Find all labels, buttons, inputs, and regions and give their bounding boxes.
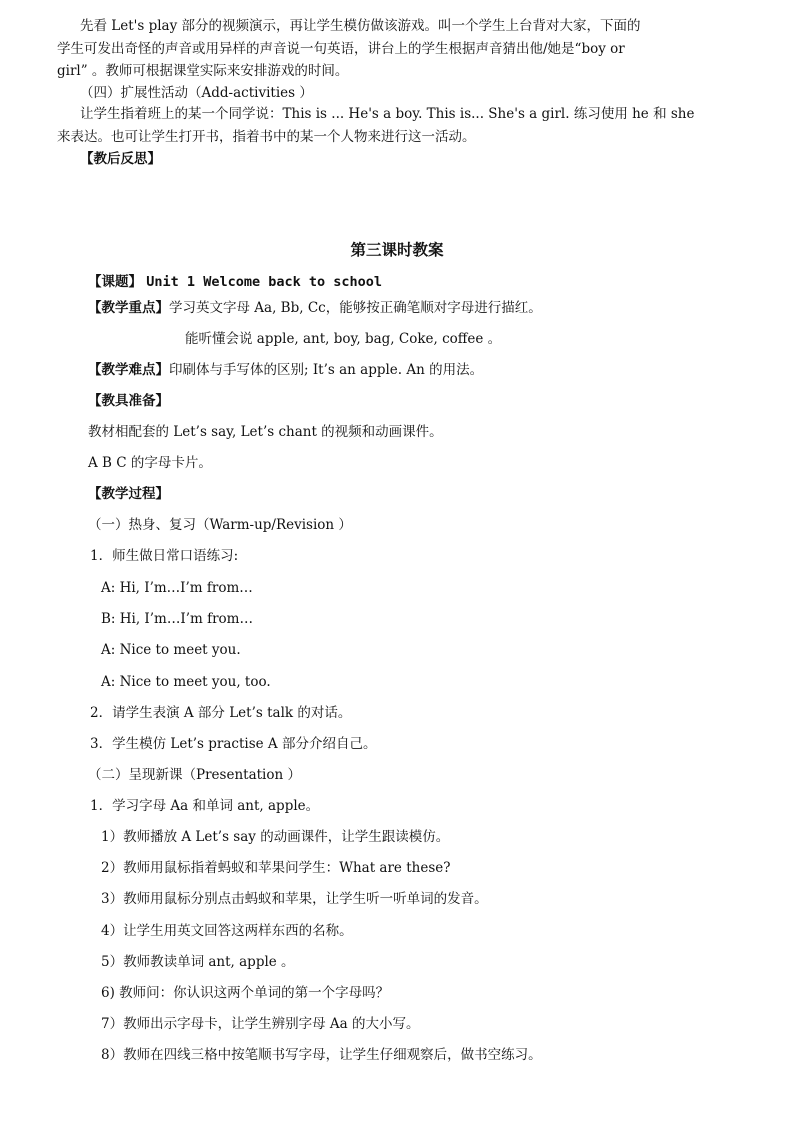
presentation-substep: 1）教师播放 A Let’s say 的动画课件，让学生跟读模仿。 [101, 829, 450, 845]
section-heading-extension: （四）扩展性活动（Add-activities ） [80, 85, 313, 101]
focus-label: 【教学重点】 [88, 300, 169, 316]
focus-value-continued: 能听懂会说 apple, ant, boy, bag, Coke, coffee 。 [185, 331, 502, 347]
presentation-substep: 4）让学生用英文回答这两样东西的名称。 [101, 923, 353, 939]
warmup-step: 2．请学生表演 A 部分 Let’s talk 的对话。 [90, 705, 352, 721]
presentation-heading: （二）呈现新课（Presentation ） [88, 767, 301, 783]
topic-row [88, 272, 382, 292]
tools-item: A B C 的字母卡片。 [88, 455, 212, 471]
presentation-substep: 5）教师教读单词 ant, apple 。 [101, 954, 295, 970]
lesson-title: 第三课时教案 [350, 240, 444, 259]
tools-heading: 【教具准备】 [88, 393, 169, 409]
warmup-step: 3．学生模仿 Let’s practise A 部分介绍自己。 [90, 736, 377, 752]
process-heading: 【教学过程】 [88, 486, 169, 502]
dialogue-line: A: Nice to meet you. [101, 642, 241, 658]
tools-item: 教材相配套的 Let’s say, Let’s chant 的视频和动画课件。 [88, 424, 443, 440]
intro-paragraph-line: girl” 。教师可根据课堂实际来安排游戏的时间。 [57, 63, 349, 79]
intro-paragraph-line: 先看 Let's play 部分的视频演示，再让学生模仿做该游戏。叫一个学生上台背对大家，下面的 [80, 18, 641, 34]
presentation-substep: 3）教师用鼠标分别点击蚂蚁和苹果，让学生听一听单词的发音。 [101, 891, 488, 907]
extension-paragraph-line: 来表达。也可让学生打开书，指着书中的某一个人物来进行这一活动。 [57, 129, 476, 145]
dialogue-line: A: Nice to meet you, too. [101, 674, 271, 690]
presentation-substep: 8）教师在四线三格中按笔顺书写字母，让学生仔细观察后，做书空练习。 [101, 1047, 542, 1063]
warmup-heading: （一）热身、复习（Warm-up/Revision ） [88, 517, 352, 533]
presentation-substep: 7）教师出示字母卡，让学生辨别字母 Aa 的大小写。 [101, 1016, 420, 1032]
reflection-heading: 【教后反思】 [80, 151, 161, 167]
presentation-substep: 6) 教师问：你认识这两个单词的第一个字母吗？ [101, 985, 390, 1001]
presentation-substep: 2）教师用鼠标指着蚂蚁和苹果问学生：What are these? [101, 860, 451, 876]
extension-paragraph-line: 让学生指着班上的某一个同学说：This is ... He's a boy. This is... She's a girl. 练习使用 he 和 she [80, 106, 695, 122]
warmup-step: 1．师生做日常口语练习: [90, 548, 239, 564]
topic-value: Unit 1 Welcome back to school [146, 274, 382, 290]
difficulty-row [88, 360, 483, 380]
presentation-step: 1．学习字母 Aa 和单词 ant, apple。 [90, 798, 320, 814]
dialogue-line: B: Hi, I’m…I’m from… [101, 611, 253, 627]
difficulty-value: 印刷体与手写体的区别; It’s an apple. An 的用法。 [169, 362, 484, 378]
difficulty-label: 【教学难点】 [88, 362, 169, 378]
focus-row [88, 298, 542, 318]
intro-paragraph-line: 学生可发出奇怪的声音或用异样的声音说一句英语，讲台上的学生根据声音猜出他/她是“boy or [57, 41, 625, 57]
focus-value: 学习英文字母 Aa, Bb, Cc，能够按正确笔顺对字母进行描红。 [169, 300, 542, 316]
dialogue-line: A: Hi, I’m…I’m from… [101, 580, 253, 596]
topic-label: 【课题】 [88, 274, 142, 290]
